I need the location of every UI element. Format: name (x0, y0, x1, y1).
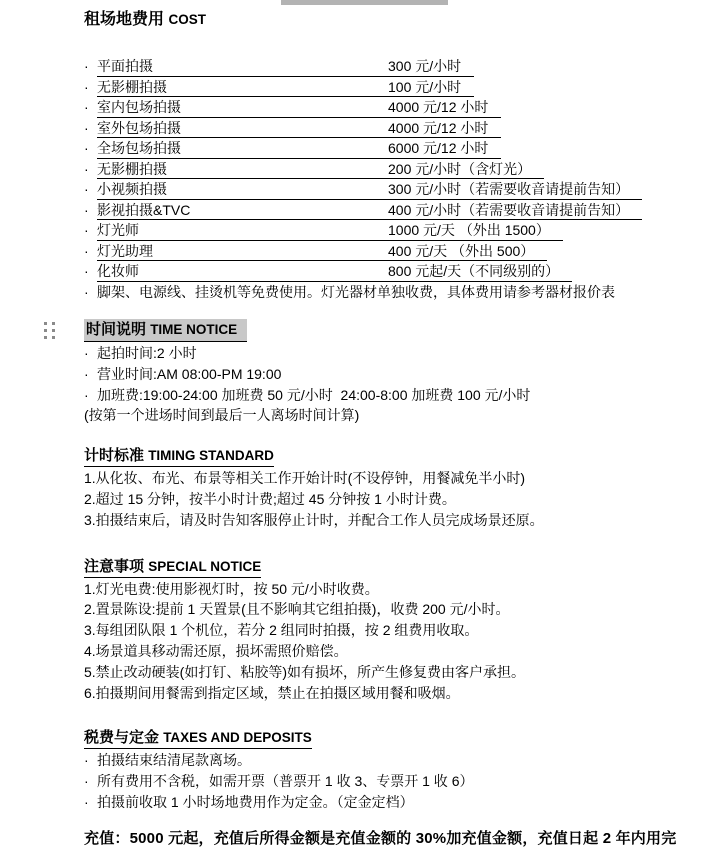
numbered-line: 3.每组团队限 1 个机位，若分 2 组同时拍摄，按 2 组费用收取。 (84, 622, 479, 639)
price-row-underline (97, 57, 474, 77)
price-row (84, 98, 692, 119)
bullet: · (84, 58, 89, 74)
price-item-value: 1000 元/天 （外出 1500） (388, 222, 550, 238)
drag-dot (44, 322, 47, 325)
price-item-name: 灯光师 (97, 222, 139, 238)
free-equipment-note-text: 脚架、电源线、挂烫机等免费使用。灯光器材单独收费，具体费用请参考器材报价表 (97, 283, 615, 300)
bullet: · (84, 140, 89, 156)
price-item-value: 400 元/小时（若需要收音请提前告知） (388, 201, 630, 218)
section-title-special-notice-zh: 注意事项 (84, 557, 145, 575)
price-item-value: 100 元/小时 (388, 78, 462, 95)
price-row (84, 221, 692, 242)
bullet-line (84, 385, 692, 406)
numbered-line: 3.拍摄结束后，请及时告知客服停止计时，并配合工作人员完成场景还原。 (84, 511, 544, 528)
numbered-line: 6.拍摄期间用餐需到指定区域，禁止在拍摄区域用餐和吸烟。 (84, 684, 460, 701)
numbered-line: 1.灯光电费:使用影视灯时，按 50 元/小时收费。 (84, 580, 379, 597)
drag-dot (52, 329, 55, 332)
section-title-time-notice-en: TIME NOTICE (150, 322, 238, 337)
price-row (84, 119, 692, 140)
price-row-underline (97, 98, 501, 118)
numbered-line: 4.场景道具移动需还原，损坏需照价赔偿。 (84, 642, 348, 659)
document-body (84, 0, 692, 849)
section-title-cost-zh: 租场地费用 (84, 11, 165, 28)
price-item-value: 200 元/小时（含灯光） (388, 160, 532, 177)
price-list (84, 57, 692, 283)
bullet-line (84, 771, 692, 792)
price-row (84, 160, 692, 181)
section-title-time-notice (84, 319, 692, 342)
price-row (84, 262, 692, 283)
bullet-line-text: 加班费:19:00-24:00 加班费 50 元/小时 24:00-8:00 加班费 100 元/小时 (97, 386, 531, 403)
price-item-name: 灯光助理 (97, 242, 153, 259)
section-title-special-notice-en: SPECIAL NOTICE (148, 558, 262, 574)
section-title-cost-en: COST (168, 12, 206, 27)
special-notice-underline (84, 557, 261, 578)
price-item-value: 300 元/小时 (388, 58, 462, 74)
drag-dot (44, 336, 47, 339)
price-row (84, 139, 692, 160)
numbered-line: 5.禁止改动硬装(如打钉、粘胶等)如有损坏，所产生修复费由客户承担。 (84, 663, 525, 680)
bullet: · (84, 752, 89, 769)
drag-dot (52, 322, 55, 325)
special-notice-items (84, 579, 692, 704)
price-item-name: 平面拍摄 (97, 58, 153, 74)
price-row-underline (97, 201, 642, 221)
price-item-value: 4000 元/12 小时 (388, 119, 489, 136)
price-row-underline (97, 139, 501, 159)
bullet: · (84, 773, 89, 790)
taxes-deposits-underline (84, 728, 312, 749)
price-row (84, 57, 692, 78)
price-item-name: 化妆师 (97, 263, 139, 279)
price-item-name: 无影棚拍摄 (97, 160, 167, 177)
bullet-line-text: 营业时间:AM 08:00-PM 19:00 (97, 365, 282, 382)
bullet-line (84, 364, 692, 385)
bullet: · (84, 283, 89, 300)
bullet: · (84, 78, 89, 95)
bullet-line-text: 拍摄结束结清尾款离场。 (97, 752, 251, 769)
bullet: · (84, 222, 89, 238)
bullet: · (84, 365, 89, 382)
price-row (84, 242, 692, 263)
price-item-name: 室外包场拍摄 (97, 119, 181, 136)
time-notice-lines (84, 343, 692, 405)
time-notice-footnote: (按第一个进场时间到最后一人离场时间计算) (84, 407, 360, 424)
price-item-value: 300 元/小时（若需要收音请提前告知） (388, 181, 630, 197)
bullet-line (84, 792, 692, 813)
price-item-value: 6000 元/12 小时 (388, 140, 489, 156)
bullet: · (84, 345, 89, 361)
price-item-name: 小视频拍摄 (97, 181, 167, 197)
numbered-line: 2.超过 15 分钟，按半小时计费;超过 45 分钟按 1 小时计费。 (84, 490, 456, 507)
section-title-taxes-deposits-en: TAXES AND DEPOSITS (163, 730, 312, 746)
bullet-line-text: 所有费用不含税，如需开票（普票开 1 收 3、专票开 1 收 6） (97, 773, 474, 790)
bullet: · (84, 119, 89, 136)
price-row-underline (97, 119, 501, 139)
section-title-timing-standard-zh: 计时标准 (84, 447, 145, 465)
bullet: · (84, 160, 89, 177)
timing-standard-underline (84, 446, 274, 467)
price-item-name: 影视拍摄&TVC (97, 201, 191, 218)
bullet: · (84, 99, 89, 115)
price-row (84, 180, 692, 201)
bullet: · (84, 181, 89, 197)
drag-dot (44, 329, 47, 332)
price-item-value: 4000 元/12 小时 (388, 99, 489, 115)
price-item-name: 无影棚拍摄 (97, 78, 167, 95)
price-row (84, 201, 692, 222)
price-row (84, 78, 692, 99)
price-row-underline (97, 160, 544, 180)
bullet-line (84, 750, 692, 771)
bullet: · (84, 201, 89, 218)
timing-standard-items (84, 468, 692, 530)
bullet-line-text: 起拍时间:2 小时 (97, 345, 197, 361)
section-title-cost (84, 10, 692, 30)
drag-dot (52, 336, 55, 339)
section-title-time-notice-zh: 时间说明 (86, 321, 147, 338)
numbered-line: 1.从化妆、布光、布景等相关工作开始计时(不设停钟，用餐减免半小时) (84, 470, 525, 487)
price-row-underline (97, 242, 547, 262)
section-time-notice (84, 319, 692, 426)
section-title-timing-standard (84, 446, 692, 467)
price-item-value: 400 元/天 （外出 500） (388, 242, 535, 259)
price-item-name: 室内包场拍摄 (97, 99, 181, 115)
price-row-underline (97, 180, 642, 200)
block-drag-handle-icon[interactable] (44, 322, 55, 339)
price-row-underline (97, 78, 474, 98)
numbered-line: 2.置景陈设:提前 1 天置景(且不影响其它组拍摄)，收费 200 元/小时。 (84, 601, 510, 618)
free-equipment-note (84, 283, 692, 304)
taxes-deposits-items (84, 750, 692, 812)
price-row-underline (97, 262, 572, 282)
bullet: · (84, 242, 89, 259)
price-item-name: 全场包场拍摄 (97, 140, 181, 156)
price-item-value: 800 元起/天（不同级别的） (388, 263, 560, 279)
bullet: · (84, 263, 89, 279)
recharge-note: 充值：5000 元起，充值后所得金额是充值金额的 30%加充值金额，充值日起 2 年内用完 (84, 829, 677, 847)
section-title-taxes-deposits-zh: 税费与定金 (84, 729, 160, 747)
bullet-line-text: 拍摄前收取 1 小时场地费用作为定金。（定金定档） (97, 793, 414, 810)
bullet: · (84, 793, 89, 810)
section-title-special-notice (84, 557, 692, 578)
bullet: · (84, 386, 89, 403)
price-row-underline (97, 221, 563, 241)
bullet-line (84, 343, 692, 364)
section-timing-standard (84, 446, 692, 530)
time-notice-highlight (84, 319, 247, 342)
section-title-taxes-deposits (84, 728, 692, 749)
section-taxes-deposits (84, 728, 692, 812)
section-special-notice (84, 557, 692, 704)
section-title-timing-standard-en: TIMING STANDARD (148, 448, 274, 464)
